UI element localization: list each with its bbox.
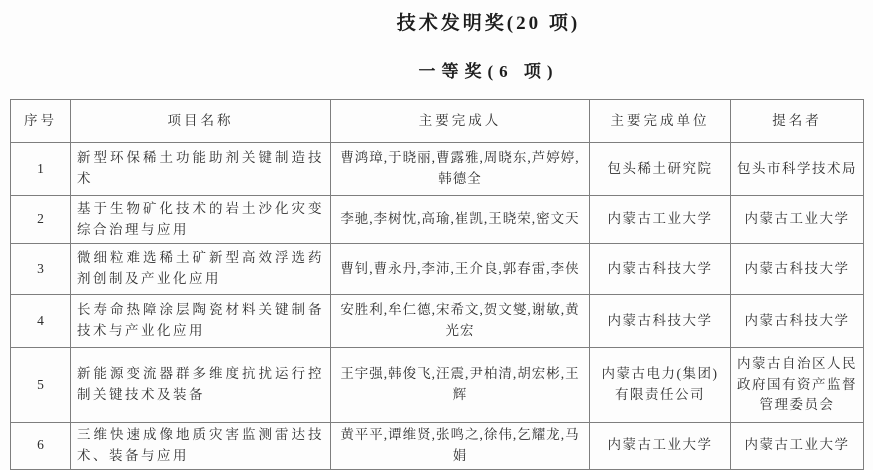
table-row (11, 423, 864, 470)
cell-contributors: 王宇强,韩俊飞,汪震,尹柏清,胡宏彬,王辉 (331, 348, 590, 423)
cell-unit: 内蒙古工业大学 (590, 196, 731, 244)
cell-unit: 内蒙古科技大学 (590, 295, 731, 348)
cell-project-name: 长寿命热障涂层陶瓷材料关键制备技术与产业化应用 (71, 295, 331, 348)
cell-nominator: 内蒙古科技大学 (731, 295, 864, 348)
cell-unit: 包头稀土研究院 (590, 143, 731, 196)
cell-nominator: 内蒙古科技大学 (731, 244, 864, 295)
cell-nominator: 包头市科学技术局 (731, 143, 864, 196)
cell-contributors: 李驰,李树忱,高瑜,崔凯,王晓荣,密文天 (331, 196, 590, 244)
cell-serial: 6 (11, 423, 71, 470)
table-row (11, 348, 864, 423)
cell-unit: 内蒙古科技大学 (590, 244, 731, 295)
header-project-name: 项目名称 (71, 100, 331, 143)
header-serial: 序号 (11, 100, 71, 143)
page-title: 技术发明奖(20 项) (396, 13, 581, 34)
table-row (11, 143, 864, 196)
cell-unit: 内蒙古工业大学 (590, 423, 731, 470)
cell-project-name: 基于生物矿化技术的岩土沙化灾变综合治理与应用 (71, 196, 331, 244)
header-main-contributors: 主要完成人 (331, 100, 590, 143)
table-row (11, 244, 864, 295)
cell-unit: 内蒙古电力(集团)有限责任公司 (590, 348, 731, 423)
table-row (11, 196, 864, 244)
cell-project-name: 新型环保稀土功能助剂关键制造技术 (71, 143, 331, 196)
cell-project-name: 微细粒难选稀土矿新型高效浮选药剂创制及产业化应用 (71, 244, 331, 295)
table-row (11, 295, 864, 348)
section-title: 一等奖(6 项) (418, 62, 559, 81)
cell-project-name: 三维快速成像地质灾害监测雷达技术、装备与应用 (71, 423, 331, 470)
table-header-row (11, 100, 864, 143)
cell-nominator: 内蒙古工业大学 (731, 423, 864, 470)
cell-serial: 2 (11, 196, 71, 244)
cell-nominator: 内蒙古自治区人民政府国有资产监督管理委员会 (731, 348, 864, 423)
cell-serial: 4 (11, 295, 71, 348)
cell-nominator: 内蒙古工业大学 (731, 196, 864, 244)
cell-contributors: 黄平平,谭维贤,张鸣之,徐伟,乞耀龙,马娟 (331, 423, 590, 470)
cell-contributors: 安胜利,牟仁德,宋希文,贺文燮,谢敏,黄光宏 (331, 295, 590, 348)
awards-table (10, 99, 864, 470)
cell-serial: 1 (11, 143, 71, 196)
cell-serial: 5 (11, 348, 71, 423)
header-main-unit: 主要完成单位 (590, 100, 731, 143)
header-nominator: 提名者 (731, 100, 864, 143)
cell-contributors: 曹钊,曹永丹,李沛,王介良,郭春雷,李侠 (331, 244, 590, 295)
cell-contributors: 曹鸿璋,于晓丽,曹露雅,周晓东,芦婷婷,韩德全 (331, 143, 590, 196)
cell-project-name: 新能源变流器群多维度抗扰运行控制关键技术及装备 (71, 348, 331, 423)
cell-serial: 3 (11, 244, 71, 295)
